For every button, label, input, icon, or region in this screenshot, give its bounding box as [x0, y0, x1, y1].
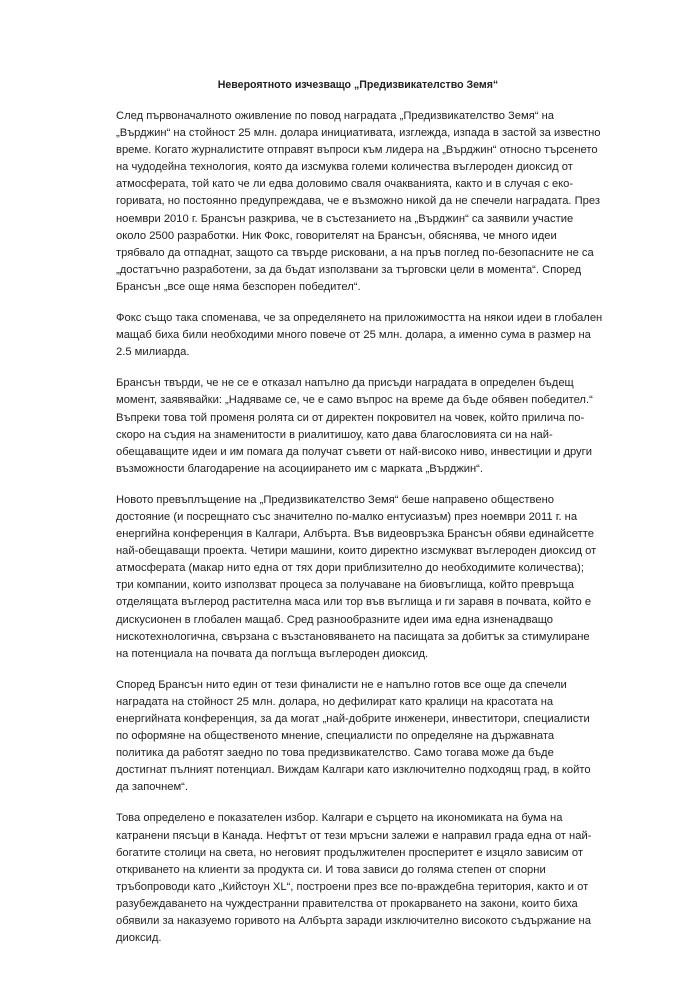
- document-title: Невероятното изчезващо „Предизвикателство Земя“: [217, 79, 499, 91]
- paragraph-2: Фокс също така споменава, че за определянето на приложимостта на някои идеи в глобален мащаб биха били необходими много повече от 25 млн. долара, а именно сума в размер на 2.5 милиарда.: [116, 312, 603, 359]
- paragraph-6: Това определено е показателен избор. Калгари е сърцето на икономиката на бума на катранени пясъци в Канада. Нефтът от тези мръсни залежи е направил града една от най-богатите столици на света, но неговият продължителен просперитет е изцяло зависим от откриването на клиенти за продукта си. И това зависи до голяма степен от спорни тръбопроводи като „Кийстоун XL“, построени през все по-враждебна територия, както и от разубеждаването на чуждестранни правителства от прокарването на закони, които биха обявили за наказуемо горивото на Албърта заради изключително високото съдържание на диоксид.: [116, 812, 592, 945]
- paragraph-1: След първоначалното оживление по повод наградата „Предизвикателство Земя“ на „Върджин“ на стойност 25 млн. долара инициативата, изглежда, изпада в застой за известно време. Когато журналистите отправят въпроси към лидера на „Върджин“ относно търсенето на чудодейна технология, която да изсмуква големи количества въглероден диоксид от атмосферата, той като че ли едва доловимо сваля очакванията, както и в случая с еко-горивата, но постоянно предупреждава, че е възможно никой да не спечели наградата. През ноември 2010 г. Брансън разкрива, че в състезанието на „Върджин“ са заявили участие около 2500 разработки. Ник Фокс, говорителят на Брансън, обяснява, че много идеи трябвало да отпаднат, защото са твърде рисковани, а на пръв поглед по-безопасните не са „достатъчно разработени, за да бъдат използвани за търговски цели в момента“. Според Брансън „все още няма безспорен победител“.: [116, 110, 601, 293]
- paragraph-4: Новото превъплъщение на „Предизвикателство Земя“ беше направено обществено достояние (и посрещнато със значително по-малко ентусиазъм) през ноември 2011 г. на енергийна конференция в Калгари, Албърта. Във видеовръзка Брансън обяви единайсетте най-обещаващи проекта. Четири машини, които директно изсмукват въглероден диоксид от атмосферата (макар нито една от тях дори приблизително до необходимите количества); три компании, които използват процеса за получаване на биовъглища, който превръща отделящата въглерод растителна маса или тор във въглища и ги заравя в почвата, който е дискусионен в глобален мащаб. Сред разнообразните идеи има една изненадващо нискотехнологична, свързана с възстановяването на пасищата за добитък за стимулиране на потенциала на почвата да поглъща въглероден диоксид.: [116, 493, 597, 660]
- paragraph-3: Брансън твърди, че не се е отказал напълно да присъди наградата в определен бъдещ момент, заявявайки: „Надяваме се, че е само въпрос на време да бъде обявен победител.“ Въпреки това той променя ролята си от директен покровител на човек, който прилича по-скоро на съдия на знаменитости в риалитишоу, като дава благословията си на най-обещаващите идеи и им помага да получат съвети от най-високо ниво, инвестиции и други възможности благодарение на асоциирането им с марката „Върджин“.: [116, 377, 593, 475]
- paragraph-5: Според Брансън нито един от тези финалисти не е напълно готов все още да спечели наградата на стойност 25 млн. долара, но дефилират като кралици на красотата на енергийната конференция, за да могат „най-добрите инженери, инвеститори, специалисти по оформяне на общественото мнение, специалисти по определяне на държавната политика да работят заедно по това предизвикателство. Само тогава може да бъде достигнат пълният потенциал. Виждам Калгари като изключително подходящ град, в който да започнем“.: [116, 678, 591, 794]
